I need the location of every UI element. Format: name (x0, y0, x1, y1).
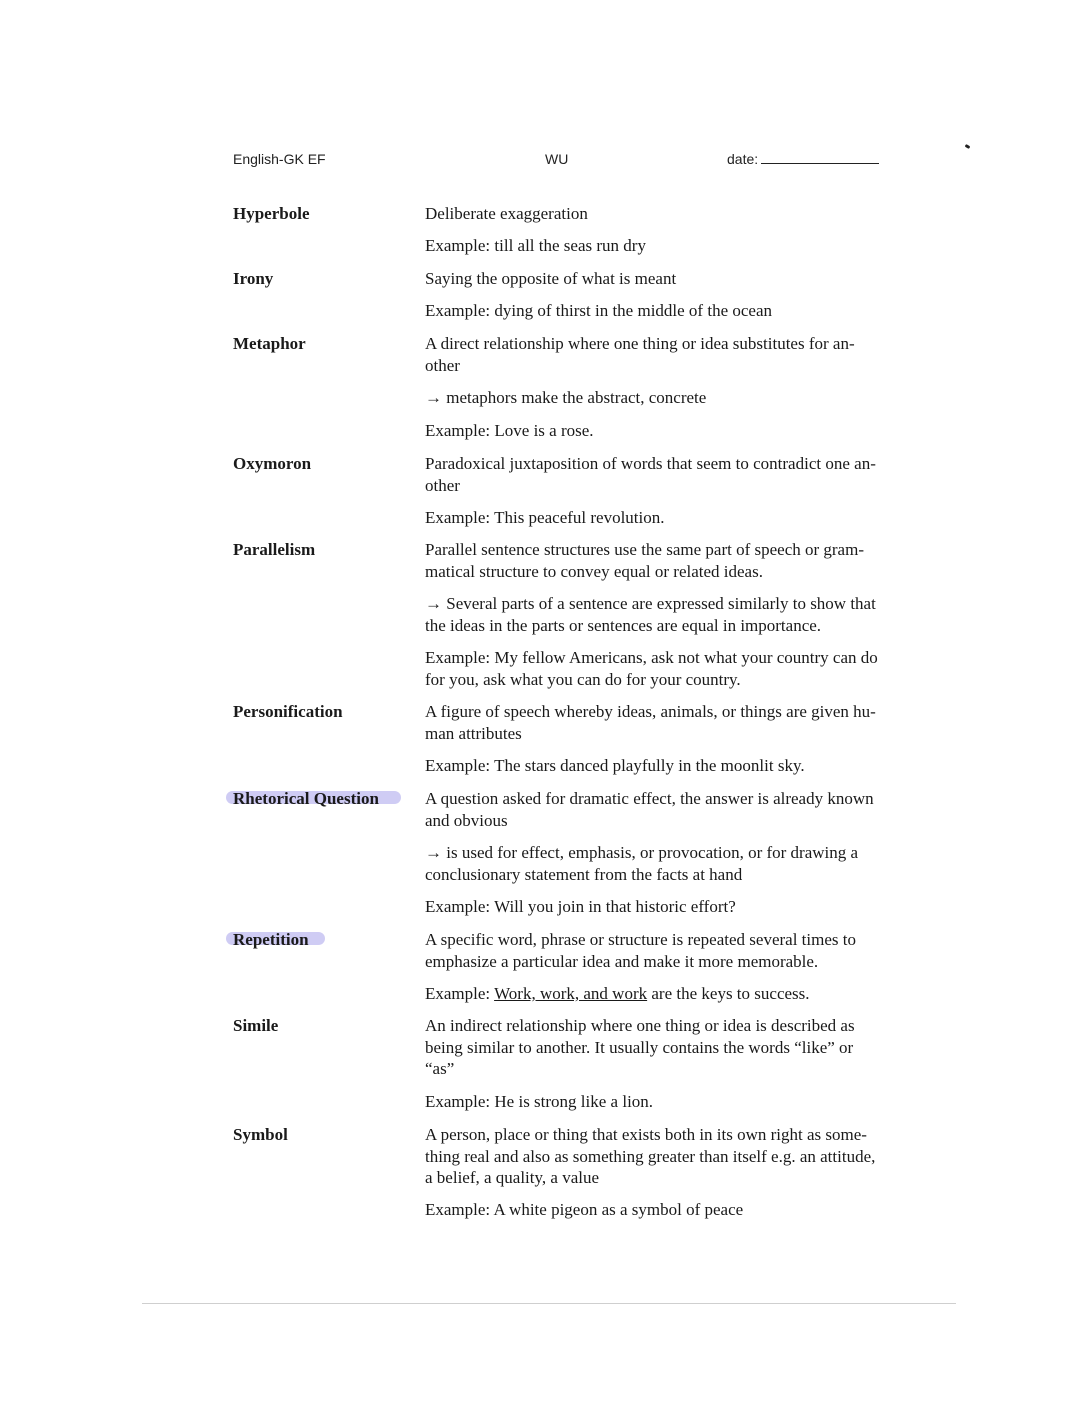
example-line: Example: A white pigeon as a symbol of peace (425, 1200, 744, 1219)
note-line: → metaphors make the abstract, concrete (425, 388, 707, 407)
term-simile: Simile (233, 1016, 279, 1035)
date-field (727, 151, 879, 167)
definition-line: Parallel sentence structures use the same part of speech or gram-matical structure to convey equal or related ideas. (425, 540, 864, 581)
note-line: → is used for effect, emphasis, or provocation, or for drawing a conclusionary statement from the facts at hand (425, 843, 859, 884)
term-symbol: Symbol (233, 1125, 288, 1144)
page-bottom-rule (142, 1303, 956, 1304)
date-label: date: (727, 151, 759, 167)
section-label: WU (545, 151, 569, 167)
example-line: Example: He is strong like a lion. (425, 1092, 654, 1111)
definition-line: A question asked for dramatic effect, the answer is already known and obvious (425, 789, 874, 830)
course-label: English-GK EF (233, 151, 326, 167)
ink-speck (965, 144, 971, 149)
example-prefix: Example: (425, 984, 495, 1003)
page-header (233, 151, 883, 173)
term-hyperbole: Hyperbole (233, 204, 310, 223)
term-personification: Personification (233, 702, 343, 721)
example-line: Example: This peaceful revolution. (425, 508, 665, 527)
example-line: Example: Will you join in that historic effort? (425, 897, 736, 916)
underlined-phrase: Work, work, and work (494, 984, 648, 1003)
example-line: Example: till all the seas run dry (425, 236, 646, 255)
definition-line: A direct relationship where one thing or idea substitutes for an-other (425, 334, 855, 375)
example-line: Example: dying of thirst in the middle of the ocean (425, 301, 772, 320)
example-line: Example: My fellow Americans, ask not what your country can do for you, ask what you can do for your country. (425, 648, 878, 689)
example-line: Example: Love is a rose. (425, 421, 594, 440)
term-oxymoron: Oxymoron (233, 454, 312, 473)
definition-line: Paradoxical juxtaposition of words that seem to contradict one an-other (425, 454, 876, 495)
term-parallelism: Parallelism (233, 540, 316, 559)
definition-line: A person, place or thing that exists both in its own right as some-thing real and also as something greater than itself e.g. an attitude, a belief, a quality, a value (425, 1125, 876, 1187)
term-repetition: Repetition (233, 930, 309, 949)
definition-line: Saying the opposite of what is meant (425, 269, 677, 288)
definition-line: An indirect relationship where one thing or idea is described as being similar to another. It usually contains the words “like” or “as” (425, 1016, 855, 1078)
definition-line: A specific word, phrase or structure is repeated several times to emphasize a particular idea and make it more memorable. (425, 930, 856, 971)
term-metaphor: Metaphor (233, 334, 306, 353)
definition-line: Deliberate exaggeration (425, 204, 588, 223)
term-irony: Irony (233, 269, 274, 288)
example-line (425, 983, 885, 1005)
note-line: → Several parts of a sentence are expressed similarly to show that the ideas in the parts or sentences are equal in importance. (425, 594, 876, 635)
term-rhetorical-question: Rhetorical Question (233, 789, 379, 808)
example-suffix: are the keys to success. (647, 984, 810, 1003)
example-line: Example: The stars danced playfully in the moonlit sky. (425, 756, 805, 775)
definition-line: A figure of speech whereby ideas, animals, or things are given hu-man attributes (425, 702, 876, 743)
date-blank-line (761, 151, 879, 164)
